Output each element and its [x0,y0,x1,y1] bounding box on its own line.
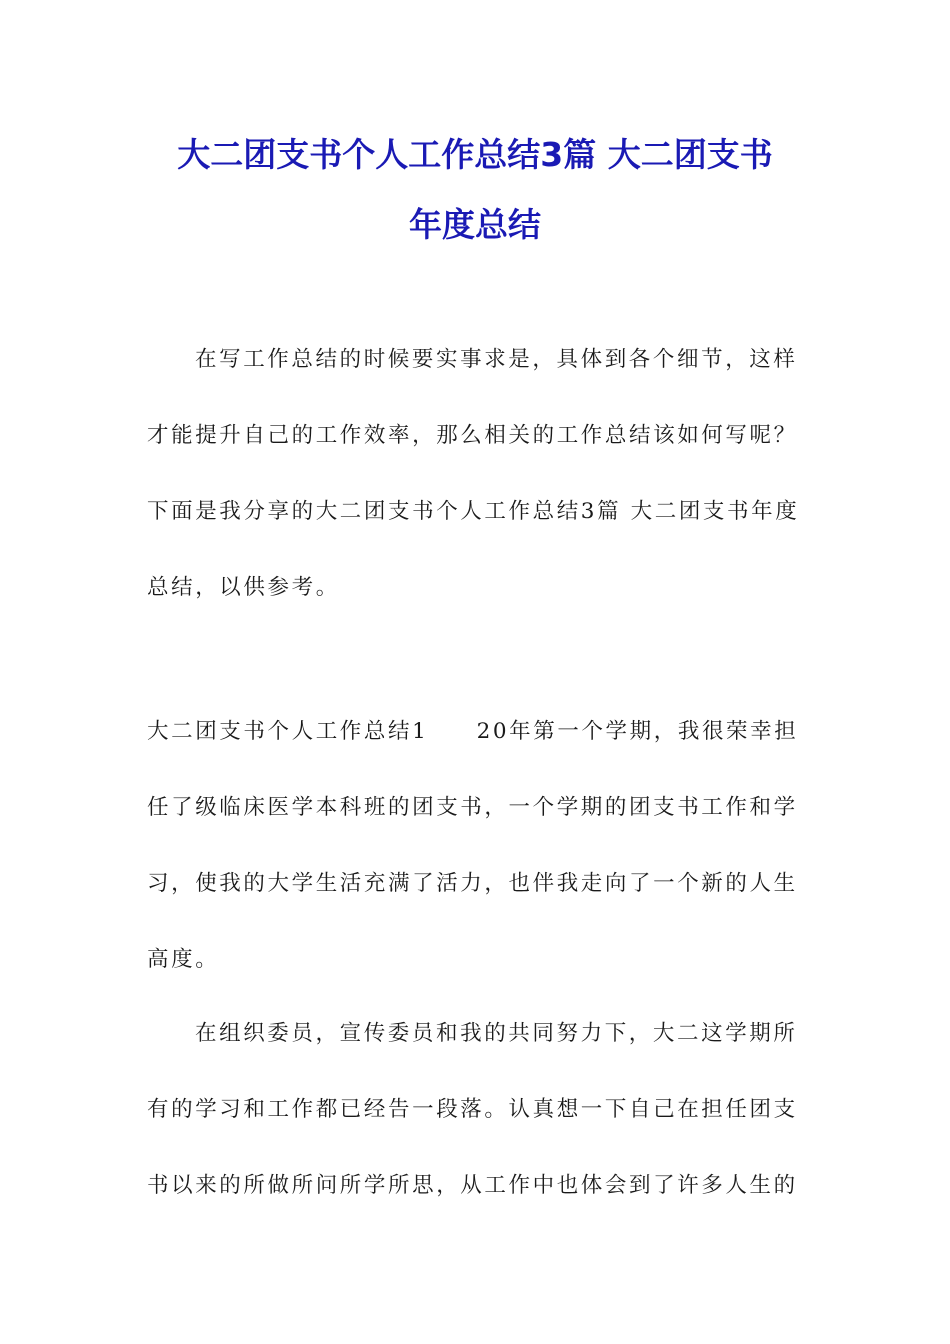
document-title-line-2: 年度总结 [409,205,541,244]
paragraph-line: 在写工作总结的时候要实事求是，具体到各个细节，这样 [195,347,798,372]
paragraph-line: 习，使我的大学生活充满了活力，也伴我走向了一个新的人生 [147,871,798,896]
paragraph-line: 下面是我分享的大二团支书个人工作总结3篇 大二团支书年度 [147,499,800,524]
paragraph-summary-2 [147,996,807,1224]
paragraph-line: 高度。 [147,947,220,972]
paragraph-line: 书以来的所做所问所学所思，从工作中也体会到了许多人生的 [147,1173,798,1198]
document-title-line-1: 大二团支书个人工作总结3篇 大二团支书 [177,135,773,174]
paragraph-line: 才能提升自己的工作效率，那么相关的工作总结该如何写呢？ [147,423,798,448]
paragraph-line: 任了级临床医学本科班的团支书，一个学期的团支书工作和学 [147,795,798,820]
paragraph-line: 大二团支书个人工作总结1 20年第一个学期，我很荣幸担 [147,719,799,744]
paragraph-intro [147,322,807,626]
paragraph-summary-1 [147,694,807,998]
paragraph-line: 在组织委员，宣传委员和我的共同努力下，大二这学期所 [195,1021,798,1046]
paragraph-line: 总结，以供参考。 [147,575,340,600]
paragraph-line: 有的学习和工作都已经告一段落。认真想一下自己在担任团支 [147,1097,798,1122]
